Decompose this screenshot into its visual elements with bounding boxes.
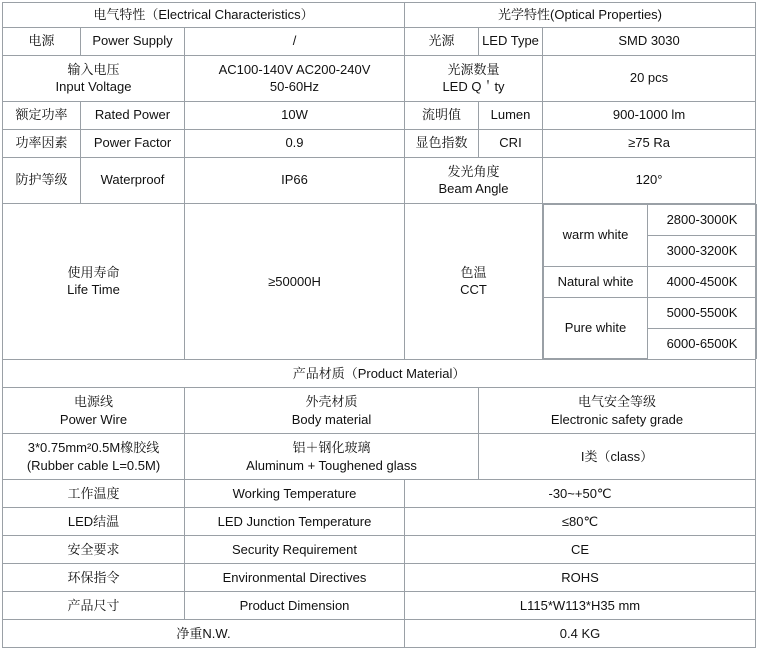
- table-row-material-titles: [3, 388, 756, 434]
- value-environmental-directives: ROHS: [405, 564, 756, 592]
- value-working-temperature: -30~+50℃: [405, 480, 756, 508]
- value-input-voltage-line1: AC100-140V AC200-240V: [218, 61, 371, 77]
- material-value-power-wire: [3, 434, 185, 480]
- value-cri: ≥75 Ra: [543, 129, 756, 157]
- cct-table: [543, 204, 757, 360]
- table-row: [3, 157, 756, 203]
- cct-row-pure-white-1: [544, 297, 757, 328]
- cct-name-warm-white: warm white: [544, 204, 648, 266]
- label-cct: [405, 203, 543, 360]
- label-lumen-en: Lumen: [479, 101, 543, 129]
- label-rated-power-en: Rated Power: [81, 101, 185, 129]
- value-power-supply: /: [185, 27, 405, 55]
- label-led-qty: [405, 55, 543, 101]
- electrical-section-header: 电气特性（Electrical Characteristics）: [3, 3, 405, 28]
- label-working-temperature-cn: 工作温度: [3, 480, 185, 508]
- material-value-power-wire-en: (Rubber cable L=0.5M): [26, 457, 161, 473]
- label-waterproof-cn: 防护等级: [3, 157, 81, 203]
- value-power-factor: 0.9: [185, 129, 405, 157]
- label-working-temperature-en: Working Temperature: [185, 480, 405, 508]
- label-rated-power-cn: 额定功率: [3, 101, 81, 129]
- optical-section-header: 光学特性(Optical Properties): [405, 3, 756, 28]
- material-title-power-wire-cn: 电源线: [73, 394, 113, 409]
- label-security-requirement-en: Security Requirement: [185, 536, 405, 564]
- material-title-safety-grade: [479, 388, 756, 434]
- material-title-safety-grade-en: Electronic safety grade: [550, 411, 684, 427]
- label-led-type-en: LED Type: [479, 27, 543, 55]
- label-input-voltage-en: Input Voltage: [55, 79, 132, 95]
- cct-row-warm-white-1: [544, 204, 757, 235]
- material-title-body-material-en: Body material: [291, 411, 372, 427]
- label-beam-angle: [405, 157, 543, 203]
- table-row-headers: [3, 3, 756, 28]
- value-life-time: ≥50000H: [185, 203, 405, 360]
- label-life-time-cn: 使用寿命: [67, 264, 120, 280]
- value-beam-angle: 120°: [543, 157, 756, 203]
- cct-value-warm-white-2: 3000-3200K: [648, 235, 757, 266]
- label-environmental-directives-cn: 环保指令: [3, 564, 185, 592]
- value-input-voltage-line2: 50-60Hz: [269, 79, 320, 95]
- table-row: [3, 55, 756, 101]
- value-input-voltage: [185, 55, 405, 101]
- label-led-type-cn: 光源: [405, 27, 479, 55]
- table-row-lifetime-cct: [3, 203, 756, 360]
- label-beam-angle-en: Beam Angle: [438, 181, 509, 197]
- material-value-body-material-cn: 铝＋钢化玻璃: [292, 440, 371, 455]
- label-input-voltage: [3, 55, 185, 101]
- label-cri-cn: 显色指数: [405, 129, 479, 157]
- value-net-weight: 0.4 KG: [405, 620, 756, 648]
- table-row: [3, 592, 756, 620]
- value-led-qty: 20 pcs: [543, 55, 756, 101]
- cct-name-natural-white: Natural white: [544, 266, 648, 297]
- label-beam-angle-cn: 发光角度: [447, 163, 500, 179]
- cct-value-pure-white-2: 6000-6500K: [648, 328, 757, 359]
- material-value-body-material: [185, 434, 479, 480]
- label-environmental-directives-en: Environmental Directives: [185, 564, 405, 592]
- material-value-body-material-en: Aluminum + Toughened glass: [246, 457, 417, 473]
- label-cct-en: CCT: [460, 282, 487, 298]
- label-life-time-en: Life Time: [67, 282, 120, 298]
- label-led-junction-temp-en: LED Junction Temperature: [185, 508, 405, 536]
- label-power-factor-cn: 功率因素: [3, 129, 81, 157]
- cct-name-pure-white: Pure white: [544, 297, 648, 359]
- label-power-factor-en: Power Factor: [81, 129, 185, 157]
- label-led-qty-cn: 光源数量: [447, 61, 500, 77]
- label-cct-cn: 色温: [460, 264, 487, 280]
- label-security-requirement-cn: 安全要求: [3, 536, 185, 564]
- value-lumen: 900-1000 lm: [543, 101, 756, 129]
- table-row: [3, 129, 756, 157]
- label-product-dimension-en: Product Dimension: [185, 592, 405, 620]
- table-row: [3, 620, 756, 648]
- cct-row-natural-white: [544, 266, 757, 297]
- cct-value-pure-white-1: 5000-5500K: [648, 297, 757, 328]
- label-net-weight: 净重N.W.: [3, 620, 405, 648]
- cct-table-cell: [543, 203, 756, 360]
- label-product-dimension-cn: 产品尺寸: [3, 592, 185, 620]
- table-row: [3, 480, 756, 508]
- label-input-voltage-cn: 输入电压: [67, 61, 120, 77]
- value-product-dimension: L115*W113*H35 mm: [405, 592, 756, 620]
- cct-value-warm-white-1: 2800-3000K: [648, 204, 757, 235]
- table-row: [3, 508, 756, 536]
- value-security-requirement: CE: [405, 536, 756, 564]
- table-row: [3, 564, 756, 592]
- table-row: [3, 101, 756, 129]
- material-value-power-wire-cn: 3*0.75mm²0.5M橡胶线: [27, 440, 160, 455]
- specification-table: [2, 2, 756, 648]
- label-cri-en: CRI: [479, 129, 543, 157]
- material-value-safety-grade: I类（class）: [479, 434, 756, 480]
- material-title-power-wire-en: Power Wire: [59, 411, 128, 427]
- cct-value-natural-white: 4000-4500K: [648, 266, 757, 297]
- value-led-type: SMD 3030: [543, 27, 756, 55]
- material-title-power-wire: [3, 388, 185, 434]
- table-row-material-header: [3, 360, 756, 388]
- label-led-qty-en: LED Q＇ty: [442, 79, 505, 95]
- table-row-material-values: [3, 434, 756, 480]
- label-lumen-cn: 流明值: [405, 101, 479, 129]
- label-power-supply-en: Power Supply: [81, 27, 185, 55]
- value-waterproof: IP66: [185, 157, 405, 203]
- label-led-junction-temp-cn: LED结温: [3, 508, 185, 536]
- label-waterproof-en: Waterproof: [81, 157, 185, 203]
- table-row: [3, 536, 756, 564]
- material-title-safety-grade-cn: 电气安全等级: [578, 394, 657, 409]
- value-rated-power: 10W: [185, 101, 405, 129]
- material-title-body-material-cn: 外壳材质: [305, 394, 358, 409]
- table-row: [3, 27, 756, 55]
- label-power-supply-cn: 电源: [3, 27, 81, 55]
- value-led-junction-temp: ≤80℃: [405, 508, 756, 536]
- material-title-body-material: [185, 388, 479, 434]
- material-section-header: 产品材质（Product Material）: [3, 360, 756, 388]
- label-life-time: [3, 203, 185, 360]
